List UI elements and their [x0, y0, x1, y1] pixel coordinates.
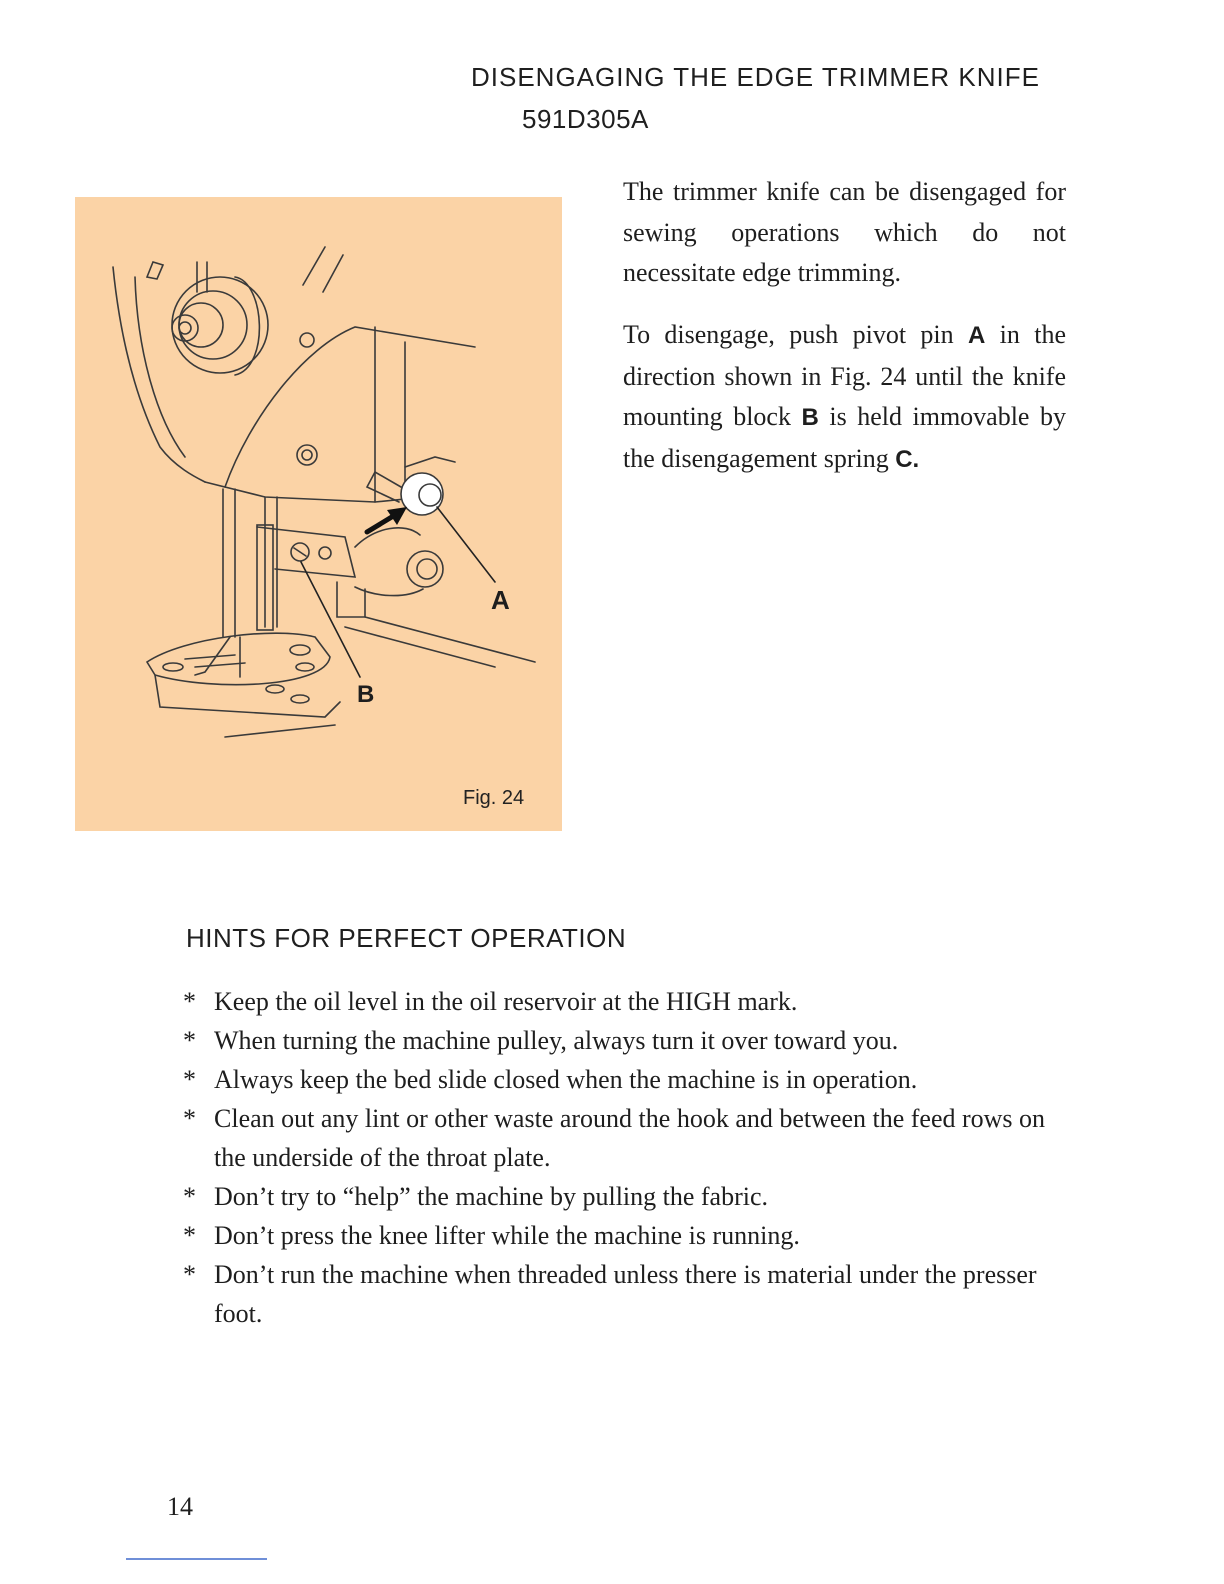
instructions-paragraph	[623, 315, 1066, 480]
page-title: DISENGAGING THE EDGE TRIMMER KNIFE	[471, 62, 1040, 92]
list-item	[183, 1216, 1065, 1255]
list-item	[183, 1255, 1065, 1333]
hint-text: Don’t press the knee lifter while the machine is running.	[214, 1221, 800, 1250]
figure-label-b: B	[357, 681, 375, 708]
list-item	[183, 1099, 1065, 1177]
list-item	[183, 1177, 1065, 1216]
hint-text: Always keep the bed slide closed when the machine is in operation.	[214, 1065, 918, 1094]
footer-rule	[126, 1558, 267, 1560]
list-item	[183, 1021, 1065, 1060]
hint-text: Don’t try to “help” the machine by pulling the fabric.	[214, 1182, 769, 1211]
figure-label-a: A	[491, 585, 510, 615]
hint-text: Keep the oil level in the oil reservoir at the HIGH mark.	[214, 987, 798, 1016]
model-number: 591D305A	[522, 104, 649, 134]
bullet: *	[183, 1065, 196, 1094]
bullet: *	[183, 1104, 196, 1133]
sewing-machine-illustration	[75, 197, 562, 831]
hint-text: Don’t run the machine when threaded unless there is material under the presser foot.	[214, 1260, 1037, 1328]
figure-24	[75, 197, 562, 831]
list-item	[183, 1060, 1065, 1099]
bullet: *	[183, 1221, 196, 1250]
bullet: *	[183, 1260, 196, 1289]
bullet: *	[183, 1026, 196, 1055]
pivot-pin-key: A	[967, 322, 986, 349]
figure-caption: Fig. 24	[463, 787, 525, 809]
hint-text: When turning the machine pulley, always turn it over toward you.	[214, 1026, 899, 1055]
spring-key: C.	[895, 445, 920, 473]
page-number: 14	[167, 1492, 193, 1521]
intro-paragraph: The trimmer knife can be disengaged for sewing operations which do not necessitate edge trimming.	[623, 177, 1066, 287]
knife-block-key: B	[801, 404, 819, 431]
instructions-text: is held immovable by the disengagement spring	[623, 402, 1066, 473]
bullet: *	[183, 987, 196, 1016]
bullet: *	[183, 1182, 196, 1211]
hints-list	[183, 982, 1065, 1333]
instructions-text: in the direction shown in Fig. 24 until the knife mounting block	[623, 320, 1066, 431]
instructions-text: To disengage, push pivot pin	[623, 320, 968, 349]
list-item	[183, 982, 1065, 1021]
hints-heading: HINTS FOR PERFECT OPERATION	[186, 923, 627, 953]
hint-text: Clean out any lint or other waste around the hook and between the feed rows on the underside of the throat plate.	[214, 1104, 1046, 1172]
